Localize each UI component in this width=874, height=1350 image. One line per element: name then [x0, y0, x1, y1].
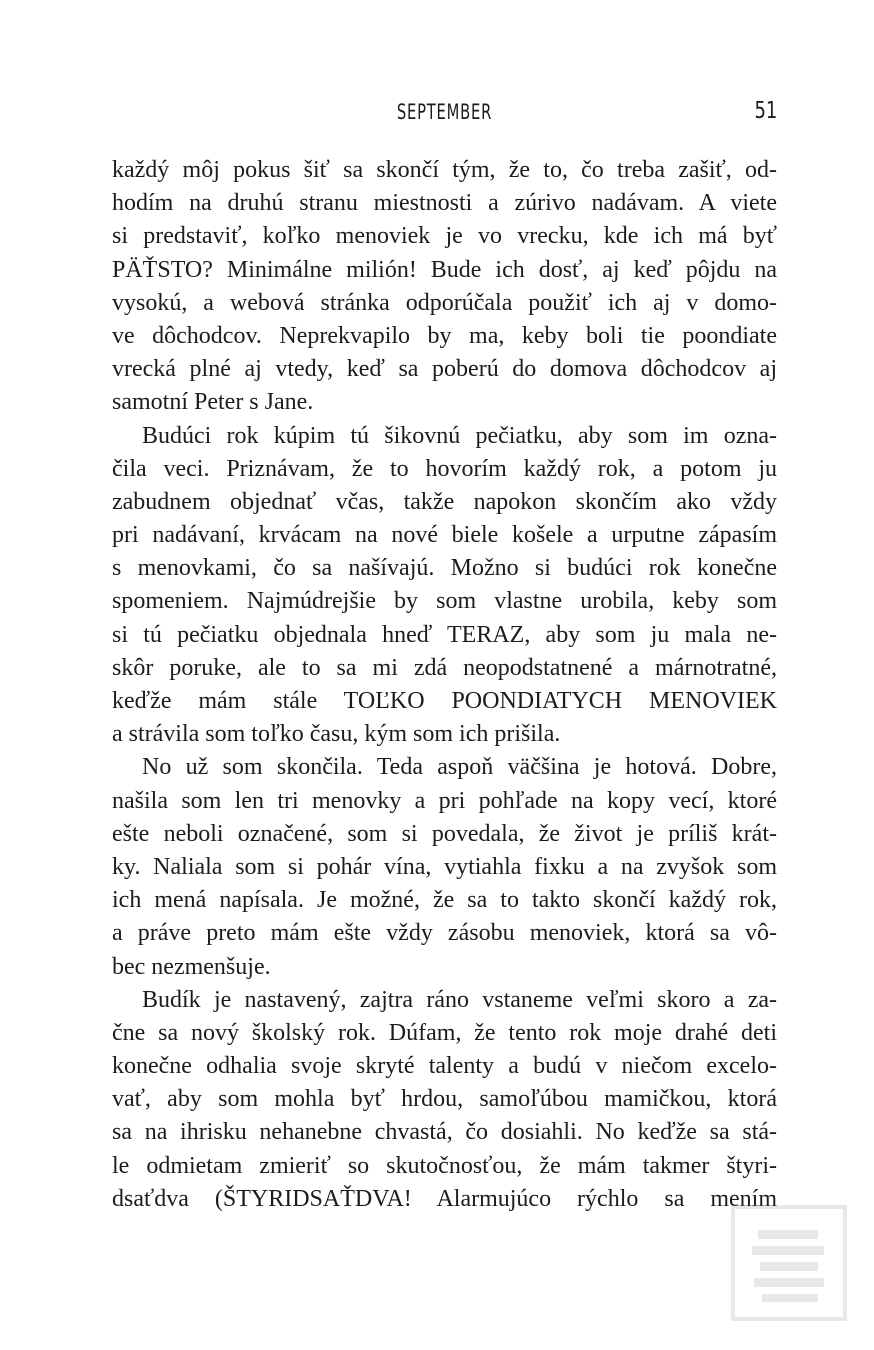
text-line: a práve preto mám ešte vždy zásobu menoviek, ktorá sa vô- — [112, 920, 777, 947]
text-line: si predstaviť, koľko menoviek je vo vrecku, kde ich má byť — [112, 223, 777, 250]
text-line: si tú pečiatku objednala hneď TERAZ, aby som ju mala ne- — [112, 621, 777, 648]
text-line: No už som skončila. Teda aspoň väčšina je hotová. Dobre, — [142, 754, 777, 781]
text-line: ich mená napísala. Je možné, že sa to takto skončí každý rok, — [112, 887, 777, 914]
text-line: a strávila som toľko času, kým som ich prišila. — [112, 721, 561, 748]
paragraph — [112, 751, 777, 983]
page-number: 51 — [754, 98, 777, 124]
text-line: čila veci. Priznávam, že to hovorím každý rok, a potom ju — [112, 455, 777, 482]
text-line: našila som len tri menovky a pri pohľade na kopy vecí, ktoré — [112, 787, 777, 814]
book-stack-icon — [730, 1204, 848, 1322]
text-line: ky. Naliala som si pohár vína, vytiahla fixku a na zvyšok som — [112, 853, 777, 880]
text-line: Budík je nastavený, zajtra ráno vstaneme veľmi skoro a za- — [142, 986, 777, 1013]
text-line: samotní Peter s Jane. — [112, 389, 314, 416]
text-line: vať, aby som mohla byť hrdou, samoľúbou mamičkou, ktorá — [112, 1086, 777, 1113]
text-line: hodím na druhú stranu miestnosti a zúrivo nadávam. A viete — [112, 190, 777, 217]
text-line: Budúci rok kúpim tú šikovnú pečiatku, aby som im ozna- — [142, 422, 777, 449]
text-line: vrecká plné aj vtedy, keď sa poberú do domova dôchodcov aj — [112, 356, 777, 383]
text-line: le odmietam zmieriť so skutočnosťou, že mám takmer štyri- — [112, 1152, 777, 1179]
text-line: spomeniem. Najmúdrejšie by som vlastne urobila, keby som — [112, 588, 777, 615]
text-line: keďže mám stále TOĽKO POONDIATYCH MENOVIEK — [112, 688, 777, 714]
body-text — [112, 154, 777, 1216]
paragraph — [112, 984, 777, 1216]
text-line: bec nezmenšuje. — [112, 953, 271, 980]
running-title: SEPTEMBER — [396, 100, 493, 124]
text-line: s menovkami, čo sa našívajú. Možno si budúci rok konečne — [112, 555, 777, 582]
text-line: čne sa nový školský rok. Dúfam, že tento rok moje drahé deti — [112, 1019, 777, 1046]
paragraph — [112, 154, 777, 420]
text-line: každý môj pokus šiť sa skončí tým, že to, čo treba zašiť, od- — [112, 157, 777, 183]
text-line: sa na ihrisku nehanebne chvastá, čo dosiahli. No keďže sa stá- — [112, 1119, 777, 1146]
text-line: ešte neboli označené, som si povedala, že život je príliš krát- — [112, 820, 777, 847]
text-line: vysokú, a webová stránka odporúčala použiť ich aj v domo- — [112, 289, 777, 316]
text-line: zabudnem objednať včas, takže napokon skončím ako vždy — [112, 488, 777, 515]
text-line: PÄŤSTO? Minimálne milión! Bude ich dosť, aj keď pôjdu na — [112, 256, 777, 283]
running-head — [112, 98, 777, 130]
text-line: ve dôchodcov. Neprekvapilo by ma, keby boli tie poondiate — [112, 322, 777, 349]
text-line: konečne odhalia svoje skryté talenty a budú v niečom excelo- — [112, 1053, 777, 1080]
paragraph — [112, 420, 777, 752]
text-line: pri nadávaní, krvácam na nové biele košele a urputne zápasím — [112, 522, 777, 549]
text-line: dsaťdva (ŠTYRIDSAŤDVA! Alarmujúco rýchlo sa mením — [112, 1185, 777, 1212]
text-line: skôr poruke, ale to sa mi zdá neopodstatnené a márnotratné, — [112, 654, 777, 681]
